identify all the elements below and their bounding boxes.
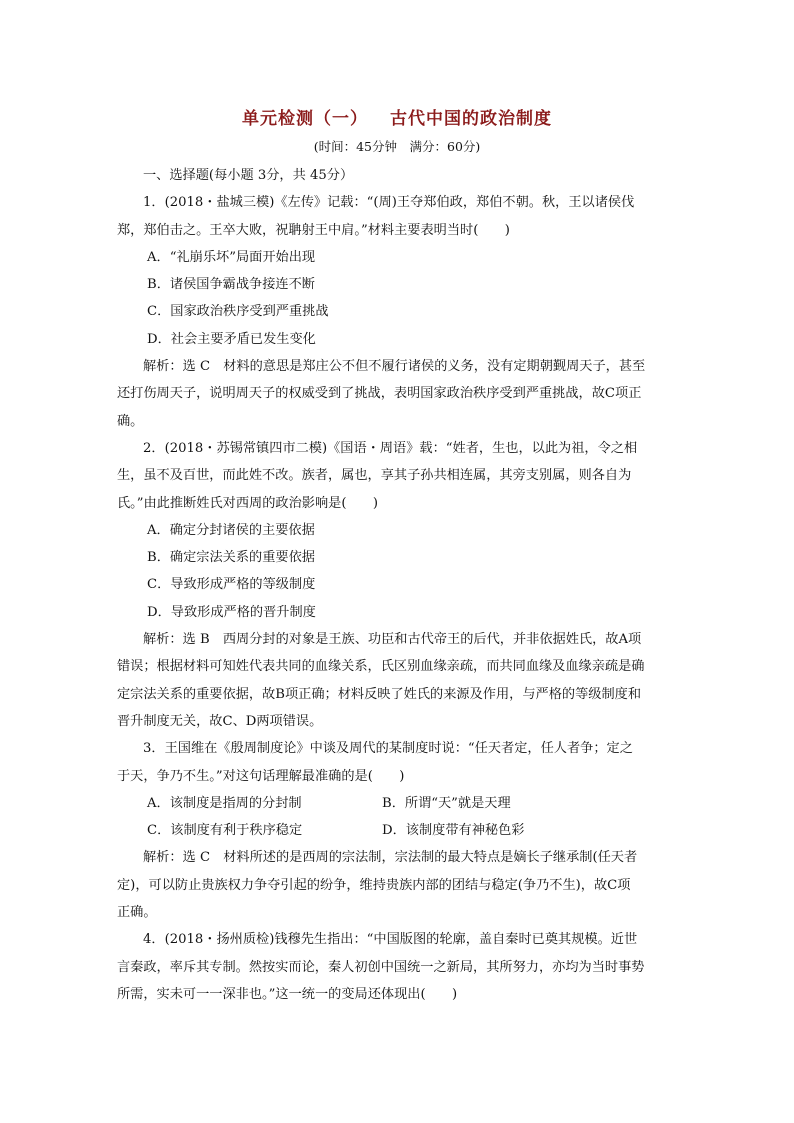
question-1-stem: 1．(2018・盐城三模)《左传》记载：“(周)王夺郑伯政，郑伯不朝。秋，王以诸侯伐 郑，郑伯击之。王卒大败，祝聃射王中肩。”材料主要表明当时( )	[117, 195, 635, 238]
q1-option-a: A．“礼崩乐坏”局面开始出现	[147, 249, 316, 265]
q3-options-row-2	[117, 817, 679, 844]
q3-options-row-1	[117, 790, 679, 817]
q2-option-b: B．确定宗法关系的重要依据	[147, 550, 315, 566]
q3-option-b: B．所谓“天”就是天理	[382, 795, 511, 811]
title-topic: 古代中国的政治制度	[390, 109, 552, 129]
question-2-stem: 2．(2018・苏锡常镇四市二模)《国语・周语》载：“姓者，生也，以此为祖，令之相 生，虽不及百世，而此姓不改。族者，属也，享其子孙共相连属，其旁支别属，则各自为 氏。”由此推断姓氏对西周的政治影响是( )	[117, 440, 638, 511]
document-body	[117, 162, 679, 1008]
q3-option-a: A．该制度是指周的分封制	[147, 795, 302, 811]
q1-option-b: B．诸侯国争霸战争接连不断	[147, 277, 315, 293]
page-title	[0, 104, 794, 129]
exam-info: (时间：45分钟 满分：60分)	[313, 139, 481, 154]
q3-option-d: D．该制度带有神秘色彩	[382, 823, 525, 839]
question-4-stem: 4．(2018・扬州质检)钱穆先生指出：“中国版图的轮廓，盖自秦时已奠其规模。近世 言秦政，率斥其专制。然按实而论，秦人初创中国统一之新局，其所努力，亦均为当时事势 所需，实未可一一深非也。”这一统一的变局还体现出( )	[117, 932, 645, 1002]
question-3-stem: 3．王国维在《殷周制度论》中谈及周代的某制度时说：“任天者定，任人者争；定之 于天，争乃不生。”对这句话理解最准确的是( )	[117, 741, 633, 784]
q3-option-c: C．该制度有利于秩序稳定	[147, 823, 303, 839]
q1-analysis: 解析：选 C 材料的意思是郑庄公不但不履行诸侯的义务，没有定期朝觐周天子，甚至 还打伤周天子，说明周天子的权威受到了挑战，表明国家政治秩序受到严重挑战，故C项正 确。	[117, 359, 646, 429]
q3-analysis: 解析：选 C 材料所述的是西周的宗法制，宗法制的最大特点是嫡长子继承制(任天者 定)，可以防止贵族权力争夺引起的纷争，维持贵族内部的团结与稳定(争乃不生)，故C项 正确。	[117, 850, 638, 921]
title-unit: 单元检测（一）	[242, 109, 368, 129]
q1-option-d: D．社会主要矛盾已发生变化	[147, 331, 316, 347]
q2-option-a: A．确定分封诸侯的主要依据	[147, 522, 315, 538]
q2-option-d: D．导致形成严格的晋升制度	[147, 604, 316, 620]
q1-option-c: C．国家政治秩序受到严重挑战	[147, 304, 329, 320]
q2-analysis: 解析：选 B 西周分封的对象是王族、功臣和古代帝王的后代，并非依据姓氏，故A项 错误；根据材料可知姓代表共同的血缘关系，氏区别血缘亲疏，而共同血缘及血缘亲疏是确 定宗法关系的重要依据，故B项正确；材料反映了姓氏的来源及作用，与严格的等级制度和 晋升制度无关，故C、D两项错误。	[117, 632, 645, 729]
q2-option-c: C．导致形成严格的等级制度	[147, 577, 316, 593]
section-heading: 一、选择题(每小题 3分，共 45分）	[143, 168, 354, 183]
